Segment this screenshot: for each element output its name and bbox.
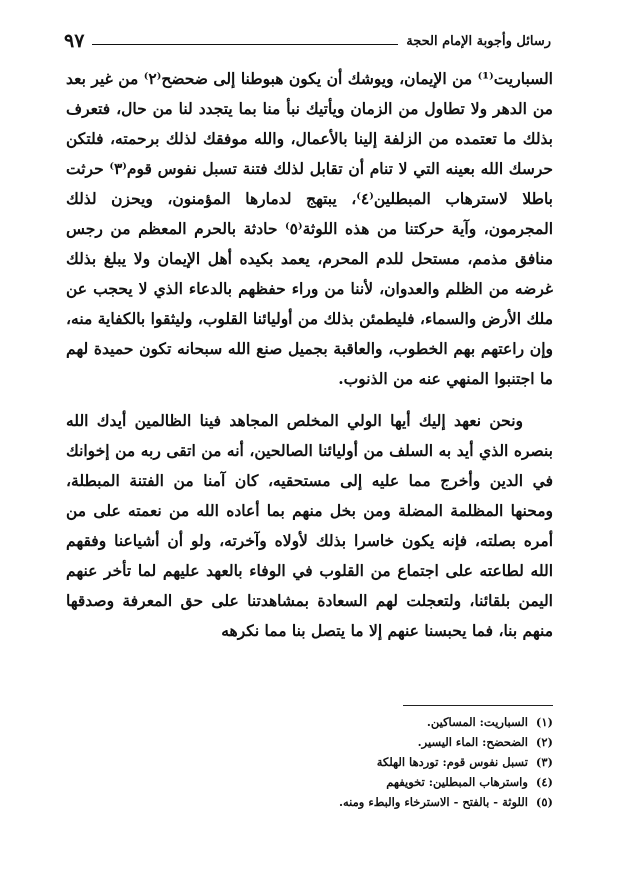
footnote-text: واسترهاب المبطلين: تخويفهم	[386, 775, 528, 789]
footnote-item	[66, 712, 553, 732]
paragraph: السباريت⁽¹⁾ من الإيمان، ويوشك أن يكون هبوطنا إلى ضحضح⁽٢⁾ من غير بعد من الدهر ولا تطاول من الزمان ويأتيك نبأ منا بما يتجدد لنا من حال، فتعرف بذلك ما تعتمده من الزلفة إلينا بالأعمال، والله موفقك لذلك برحمته، فلتكن حرسك الله بعينه التي لا تنام أن تقابل لذلك فتنة تسبل نفوس قوم⁽٣⁾ حرثت باطلا لاسترهاب المبطلين⁽٤⁾، يبتهج لدمارها المؤمنون، ويحزن لذلك المجرمون، وآية حركتنا من هذه اللوثة⁽٥⁾ حادثة بالحرم المعظم من رجس منافق مذمم، مستحل للدم المحرم، يعمد بكيده أهل الإيمان ولا يبلغ بذلك غرضه من الظلم والعدوان، لأننا من وراء حفظهم بالدعاء الذي لا يحجب عن ملك الأرض والسماء، فليطمئن بذلك من أوليائنا القلوب، وليثقوا بالكفاية منه، وإن راعتهم بهم الخطوب، والعاقبة بجميل صنع الله سبحانه تكون حميدة لهم ما اجتنبوا المنهي عنه من الذنوب.	[66, 69, 553, 388]
footnote-number: (٣)	[535, 755, 553, 769]
page-number: ٩٧	[64, 30, 85, 52]
header-rule	[92, 44, 398, 45]
footnote-divider	[403, 705, 553, 706]
header-title: رسائل وأجوبة الإمام الحجة	[406, 33, 551, 49]
footnotes-list	[66, 712, 553, 812]
footnote-text: تسبل نفوس قوم: توردها الهلكة	[376, 755, 528, 769]
paragraph: ونحن نعهد إليك أيها الولي المخلص المجاهد فينا الظالمين أيدك الله بنصره الذي أيد به السلف من أوليائنا الصالحين، أنه من اتقى ربه من إخوانك في الدين وأخرج مما عليه إلى مستحقيه، كان آمنا من الفتنة المبطلة، ومحنها المظلمة المضلة ومن بخل منهم بما أعاده الله من نعمته على من أمره بصلته، فإنه يكون خاسرا بذلك لأولاه وآخرته، ولو أن أشياعنا وفقهم الله لطاعته على اجتماع من القلوب في الوفاء بالعهد عليهم لما تأخر عنهم اليمن بلقائنا، ولتعجلت لهم السعادة بمشاهدتنا على حق المعرفة وصدقها منهم بنا، فما يحبسنا عنهم إلا ما يتصل بنا مما نكرهه	[66, 411, 553, 640]
footnote-item	[66, 792, 553, 812]
footnote-number: (١)	[535, 715, 553, 729]
footnote-item	[66, 772, 553, 792]
footnote-number: (٥)	[535, 795, 553, 809]
footnote-text: اللوثة - بالفتح - الاسترخاء والبطء ومنه.	[338, 795, 528, 809]
footnote-item	[66, 752, 553, 772]
body-text	[66, 64, 553, 658]
footnote-text: الضحضح: الماء اليسير.	[417, 735, 528, 749]
footnote-number: (٢)	[535, 735, 553, 749]
running-header	[64, 30, 551, 52]
footnote-item	[66, 732, 553, 752]
footnote-text: السباريت: المساكين.	[426, 715, 528, 729]
footnote-number: (٤)	[535, 775, 553, 789]
